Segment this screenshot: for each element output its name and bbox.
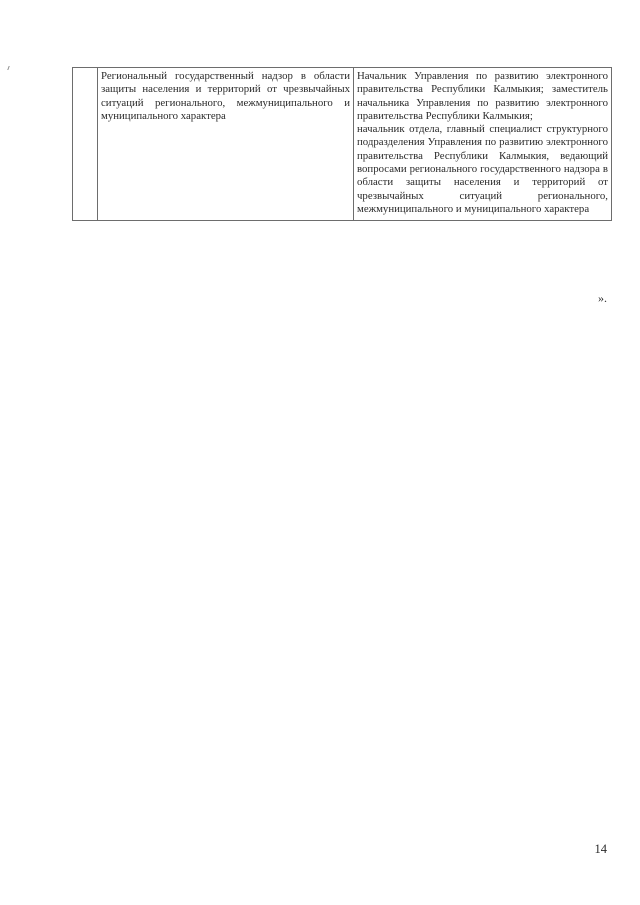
officials-paragraph-2: начальник отдела, главный специалист структурного подразделения Управления по развитию электронного правительства Республики Калмыкия, ведающий вопросами регионального государственного надзора в области защиты населения и территорий от чрезвычайных ситуаций регионального, межмуниципального и муниципального характера xyxy=(357,123,608,215)
supervision-type-cell xyxy=(98,68,354,221)
supervision-type-text: Региональный государственный надзор в области защиты населения и территорий от чрезвычайных ситуаций регионального, межмуниципального и муниципального характера xyxy=(101,70,350,122)
page-number: 14 xyxy=(594,842,607,856)
table-row xyxy=(73,68,612,221)
authorized-officials-cell xyxy=(354,68,612,221)
officials-table xyxy=(72,67,612,221)
scan-artifact xyxy=(7,66,13,70)
row-number-cell xyxy=(73,68,98,221)
closing-quote: ». xyxy=(598,291,607,305)
officials-paragraph-1: Начальник Управления по развитию электронного правительства Республики Калмыкия; заместитель начальника Управления по развитию электронного правительства Республики Калмыкия; xyxy=(357,70,608,122)
